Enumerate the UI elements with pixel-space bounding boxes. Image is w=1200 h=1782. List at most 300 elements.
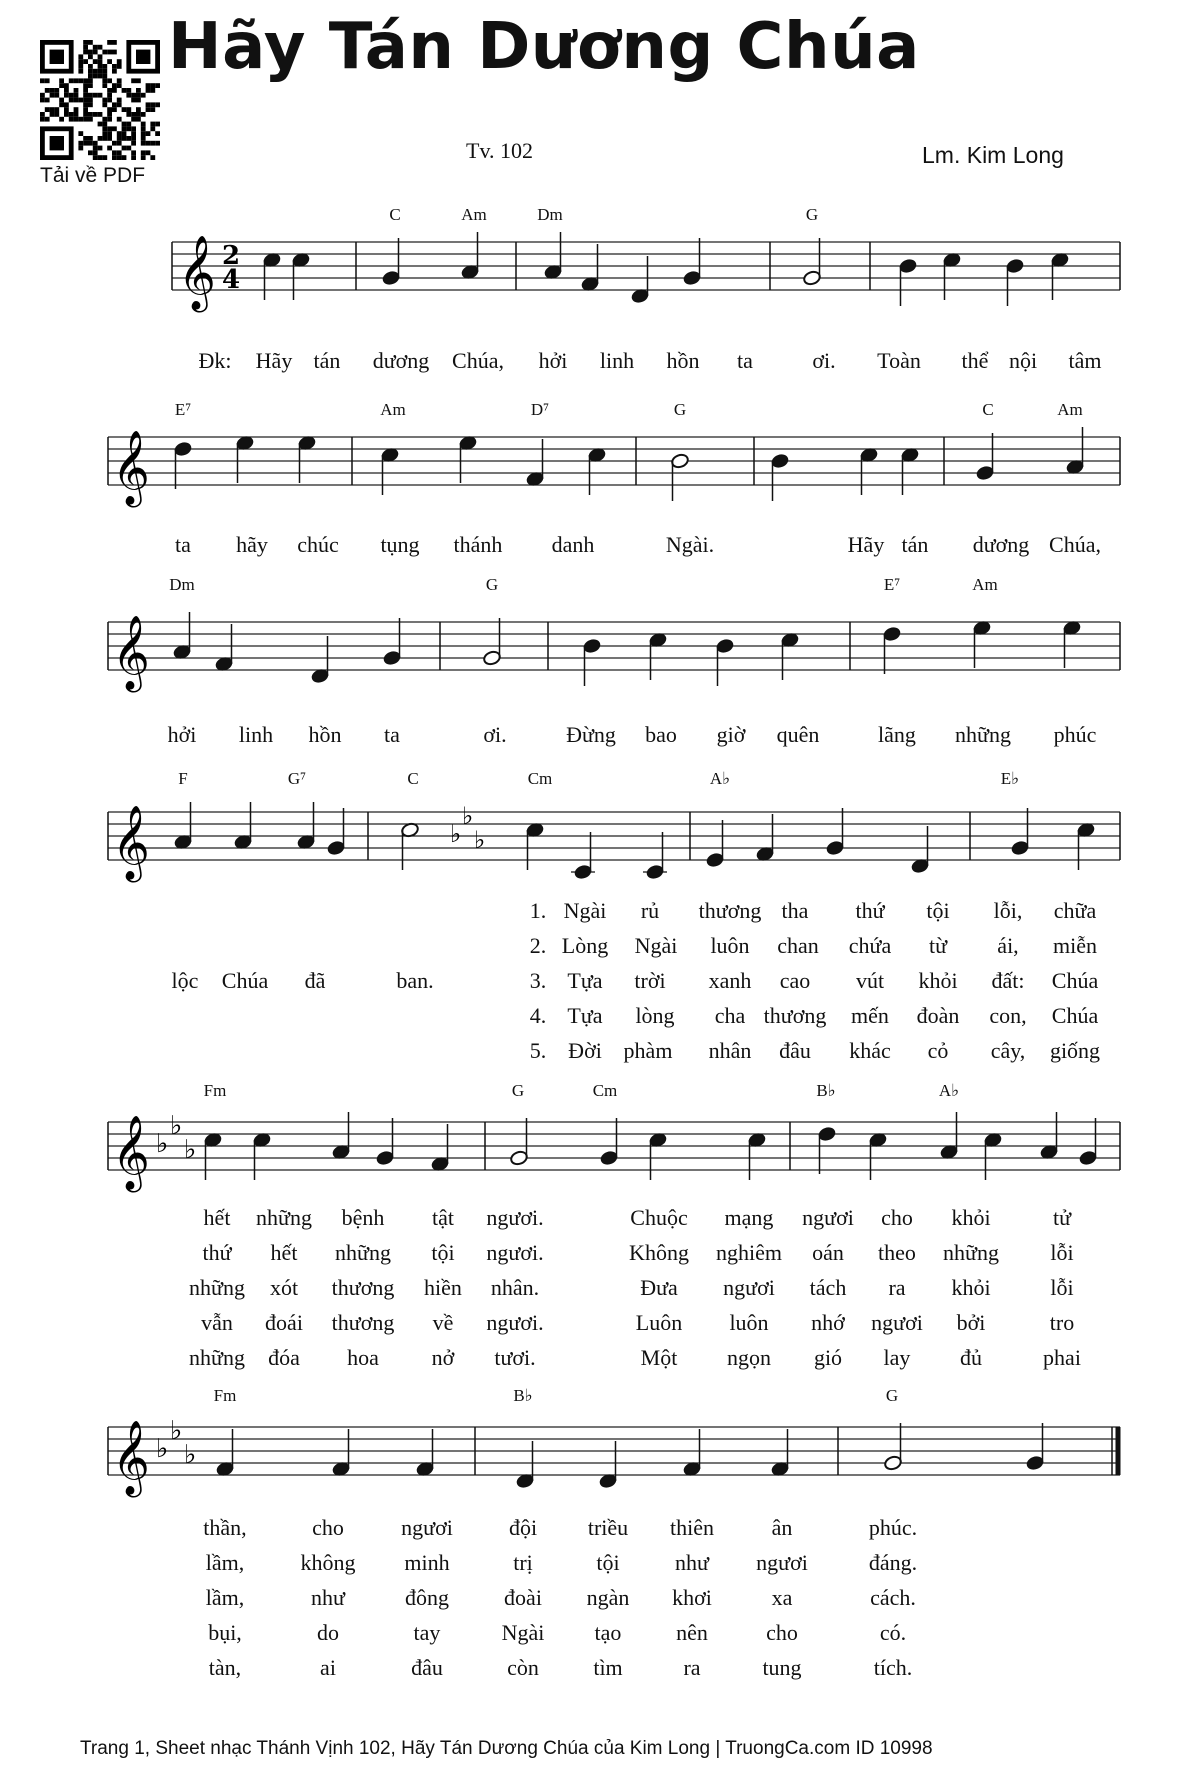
lyric-syllable: ban. xyxy=(396,968,434,993)
note xyxy=(705,820,724,868)
time-signature-top: 2 xyxy=(222,241,241,271)
song-title: Hãy Tán Dương Chúa xyxy=(168,10,920,84)
lyric-syllable: lỗi, xyxy=(993,898,1023,923)
lyric-syllable: miễn xyxy=(1053,933,1097,958)
chord-symbol: D⁷ xyxy=(530,400,550,419)
chord-symbol: Cm xyxy=(527,769,553,788)
note xyxy=(670,453,689,501)
note xyxy=(296,802,315,850)
lyric-syllable: thương xyxy=(331,1310,395,1335)
music-system-2 xyxy=(0,395,1200,535)
lyric-syllable: thứ xyxy=(855,898,885,923)
lyric-syllable: còn xyxy=(507,1655,539,1680)
lyric-syllable: ngươi. xyxy=(486,1240,544,1265)
lyric-syllable: Chúa, xyxy=(1049,532,1101,557)
lyric-syllable: Chúa, xyxy=(452,348,504,373)
note xyxy=(580,244,599,292)
note xyxy=(780,632,799,680)
lyric-syllable: ta xyxy=(384,722,400,747)
svg-text:𝄞: 𝄞 xyxy=(112,431,150,505)
flat-icon: ♭ xyxy=(462,802,474,830)
lyric-syllable: ngươi xyxy=(401,1515,453,1540)
lyric-syllable: nở xyxy=(431,1345,455,1370)
chord-symbol: Dm xyxy=(169,575,195,594)
lyric-syllable: trị xyxy=(513,1550,533,1575)
lyric-syllable: đâu xyxy=(411,1655,443,1680)
chord-symbol: Dm xyxy=(537,205,563,224)
lyric-syllable: dương xyxy=(972,532,1030,557)
note xyxy=(515,1441,534,1489)
lyric-syllable: vút xyxy=(855,968,885,993)
music-system-5 xyxy=(0,1080,1200,1220)
lyric-syllable: bao xyxy=(645,722,677,747)
note xyxy=(1025,1423,1044,1471)
note xyxy=(458,435,477,483)
svg-text:𝄞: 𝄞 xyxy=(112,806,150,880)
lyric-syllable: bụi, xyxy=(208,1620,242,1645)
lyric-syllable: thiên xyxy=(670,1515,714,1540)
lyric-syllable: ngọn xyxy=(727,1345,771,1370)
lyric-syllable: như xyxy=(311,1585,345,1610)
music-system-1 xyxy=(0,200,1200,340)
note xyxy=(1076,822,1095,870)
lyric-syllable: danh xyxy=(551,532,595,557)
lyric-syllable: Hãy xyxy=(847,532,885,557)
lyric-syllable: cách. xyxy=(870,1585,916,1610)
lyric-syllable: Ngài xyxy=(563,898,607,923)
treble-clef-icon xyxy=(112,429,150,508)
chord-symbol: Fm xyxy=(213,1386,237,1405)
lyric-syllable: Ngài xyxy=(501,1620,545,1645)
lyric-syllable: đội xyxy=(508,1515,538,1540)
chord-symbol: Am xyxy=(461,205,487,224)
chord-symbol: Am xyxy=(1057,400,1083,419)
lyric-syllable: luôn xyxy=(729,1310,769,1335)
lyric-syllable: bệnh xyxy=(341,1205,385,1230)
lyric-syllable: chúc xyxy=(297,532,339,557)
note xyxy=(173,441,192,489)
lyric-syllable: triều xyxy=(587,1515,629,1540)
note xyxy=(598,1441,617,1489)
lyric-syllable: Toàn xyxy=(877,348,921,373)
note xyxy=(381,238,400,286)
note xyxy=(380,447,399,495)
note xyxy=(375,1118,394,1166)
lyric-syllable: tung xyxy=(762,1655,802,1680)
lyric-syllable: Luôn xyxy=(635,1310,683,1335)
chord-symbol: C xyxy=(407,769,419,788)
lyric-syllable: đoài xyxy=(504,1585,542,1610)
lyric-syllable: luôn xyxy=(710,933,750,958)
lyric-syllable: mến xyxy=(851,1003,889,1028)
lyric-syllable: khơi xyxy=(672,1585,712,1610)
note xyxy=(214,624,233,672)
lyric-syllable: trời xyxy=(634,968,666,993)
chord-symbol: C xyxy=(982,400,994,419)
note xyxy=(400,822,419,870)
lyric-syllable: nhân. xyxy=(490,1275,540,1300)
lyric-syllable: thứ xyxy=(202,1240,232,1265)
lyric-syllable: cỏ xyxy=(927,1038,949,1063)
treble-clef-icon xyxy=(112,804,150,883)
lyric-syllable: tán xyxy=(901,532,929,557)
lyric-syllable: lỗi xyxy=(1050,1275,1074,1300)
lyric-syllable: Đk: xyxy=(198,348,232,373)
lyric-syllable: xót xyxy=(269,1275,299,1300)
lyric-syllable: Tựa xyxy=(567,1003,603,1028)
lyric-syllable: hiền xyxy=(424,1275,462,1300)
lyric-syllable: có. xyxy=(879,1620,907,1645)
note xyxy=(715,638,734,686)
note xyxy=(817,1126,836,1174)
flat-icon: ♭ xyxy=(156,1434,169,1464)
footer-caption: Trang 1, Sheet nhạc Thánh Vịnh 102, Hãy Tán Dương Chúa của Kim Long | TruongCa.com ID 10998 xyxy=(80,1738,933,1759)
time-signature-bottom: 4 xyxy=(222,265,241,295)
lyric-syllable: ái, xyxy=(997,933,1019,958)
lyric-syllable: những xyxy=(955,722,1011,747)
lyric-syllable: cho xyxy=(881,1205,913,1230)
note xyxy=(648,632,667,680)
flat-icon: ♭ xyxy=(170,1111,183,1141)
chord-symbol: G xyxy=(511,1081,525,1100)
lyric-syllable: hoa xyxy=(347,1345,379,1370)
lyric-syllable: những xyxy=(256,1205,312,1230)
lyric-syllable: tụng xyxy=(380,532,420,557)
lyric-syllable: Chuộc xyxy=(630,1205,688,1230)
lyric-syllable: đất: xyxy=(991,968,1025,993)
lyric-syllable: ngươi xyxy=(871,1310,923,1335)
lyric-syllable: minh xyxy=(404,1550,450,1575)
lyric-syllable: tâm xyxy=(1068,348,1102,373)
lyric-syllable: đáng. xyxy=(868,1550,918,1575)
composer: Lm. Kim Long xyxy=(922,142,1064,168)
flat-icon: ♭ xyxy=(184,1440,197,1470)
lyric-syllable: ngươi xyxy=(723,1275,775,1300)
lyric-syllable: đoái xyxy=(265,1310,303,1335)
note xyxy=(1010,808,1029,856)
svg-text:𝄞: 𝄞 xyxy=(178,236,216,310)
lyric-syllable: tìm xyxy=(593,1655,623,1680)
note xyxy=(1005,258,1024,306)
lyric-syllable: 4. xyxy=(529,1003,547,1028)
note xyxy=(233,802,252,850)
lyric-syllable: xa xyxy=(771,1585,793,1610)
lyric-syllable: hết xyxy=(203,1205,231,1230)
lyric-syllable: lộc xyxy=(171,968,199,993)
chord-symbol: G xyxy=(673,400,687,419)
lyric-syllable: khỏi xyxy=(951,1275,991,1300)
lyric-syllable: giờ xyxy=(716,722,746,747)
note xyxy=(415,1429,434,1477)
chord-symbol: B♭ xyxy=(513,1386,533,1405)
lyric-syllable: như xyxy=(675,1550,709,1575)
treble-clef-icon xyxy=(178,234,216,313)
lyric-syllable: Ngài. xyxy=(665,532,715,557)
note xyxy=(382,618,401,666)
lyric-syllable: Tựa xyxy=(567,968,603,993)
note xyxy=(525,439,544,487)
lyric-syllable: Đời xyxy=(568,1038,602,1063)
note xyxy=(1062,620,1081,668)
lyric-syllable: chứa xyxy=(848,933,892,958)
lyric-syllable: 1. xyxy=(529,898,547,923)
lyric-syllable: khác xyxy=(849,1038,891,1063)
note xyxy=(825,808,844,856)
lyric-syllable: khỏi xyxy=(918,968,958,993)
flat-icon: ♭ xyxy=(450,820,462,848)
lyric-syllable: đã xyxy=(304,968,326,993)
lyric-syllable: dương xyxy=(372,348,430,373)
lyric-syllable: ra xyxy=(888,1275,906,1300)
lyric-syllable: nên xyxy=(676,1620,708,1645)
lyric-syllable: thần, xyxy=(203,1515,247,1540)
lyric-syllable: hởi xyxy=(538,348,568,373)
lyric-syllable: ngươi. xyxy=(486,1205,544,1230)
download-pdf-label[interactable]: Tải về PDF xyxy=(40,164,146,187)
chord-symbol: F xyxy=(178,769,188,788)
note xyxy=(1065,427,1084,475)
lyric-syllable: Đừng xyxy=(566,722,616,747)
lyric-syllable: theo xyxy=(878,1240,916,1265)
lyric-syllable: tật xyxy=(432,1205,454,1230)
lyric-syllable: đóa xyxy=(268,1345,300,1370)
lyric-syllable: lay xyxy=(883,1345,911,1370)
lyric-syllable: cây, xyxy=(990,1038,1026,1063)
lyric-syllable: tội xyxy=(926,898,950,923)
lyric-syllable: hồn xyxy=(308,722,342,747)
lyric-syllable: tha xyxy=(781,898,809,923)
lyric-syllable: tay xyxy=(413,1620,441,1645)
note xyxy=(310,636,329,684)
lyric-syllable: chan xyxy=(777,933,819,958)
note xyxy=(859,447,878,495)
lyric-syllable: Ngài xyxy=(634,933,678,958)
note xyxy=(525,822,544,870)
lyric-syllable: rủ xyxy=(640,898,660,923)
note xyxy=(802,238,821,286)
lyric-syllable: phúc xyxy=(1053,722,1097,747)
lyric-syllable: tàn, xyxy=(208,1655,242,1680)
flat-icon: ♭ xyxy=(184,1135,197,1165)
lyric-syllable: từ xyxy=(928,933,948,958)
note xyxy=(1050,252,1069,300)
lyric-syllable: thể xyxy=(961,348,989,373)
svg-text:𝄞: 𝄞 xyxy=(112,1116,150,1190)
chord-symbol: G xyxy=(485,575,499,594)
lyric-syllable: linh xyxy=(238,722,274,747)
lyric-syllable: nhớ xyxy=(811,1310,845,1335)
lyric-syllable: khỏi xyxy=(951,1205,991,1230)
flat-icon: ♭ xyxy=(170,1416,183,1446)
lyric-syllable: thương xyxy=(763,1003,827,1028)
chord-symbol: G xyxy=(885,1386,899,1405)
lyric-syllable: những xyxy=(189,1275,245,1300)
lyric-syllable: Chúa xyxy=(1051,1003,1099,1028)
chord-symbol: C xyxy=(389,205,401,224)
music-system-6 xyxy=(0,1385,1200,1525)
note xyxy=(910,826,929,874)
note xyxy=(203,1132,222,1180)
lyric-syllable: hãy xyxy=(236,532,268,557)
note xyxy=(643,832,667,880)
lyric-syllable: ngươi. xyxy=(486,1310,544,1335)
lyric-syllable: lòng xyxy=(635,1003,675,1028)
treble-clef-icon xyxy=(112,1419,150,1498)
lyric-syllable: tội xyxy=(431,1240,455,1265)
lyric-syllable: Lòng xyxy=(561,933,609,958)
flat-icon: ♭ xyxy=(156,1129,169,1159)
lyric-syllable: phúc. xyxy=(868,1515,918,1540)
lyric-syllable: Chúa xyxy=(221,968,269,993)
note xyxy=(939,1112,958,1160)
qr-code[interactable] xyxy=(40,40,160,160)
lyric-syllable: nội xyxy=(1008,348,1038,373)
lyric-syllable: ta xyxy=(175,532,191,557)
lyric-syllable: đủ xyxy=(960,1345,982,1370)
note xyxy=(543,232,562,280)
lyric-syllable: bởi xyxy=(956,1310,986,1335)
lyric-syllable: những xyxy=(189,1345,245,1370)
note xyxy=(297,435,316,483)
note xyxy=(235,435,254,483)
lyric-syllable: Không xyxy=(629,1240,689,1265)
note xyxy=(326,808,345,856)
lyric-syllable: tử xyxy=(1052,1205,1072,1230)
lyric-syllable: những xyxy=(943,1240,999,1265)
lyric-syllable: Chúa xyxy=(1051,968,1099,993)
lyric-syllable: oán xyxy=(812,1240,844,1265)
note xyxy=(331,1112,350,1160)
lyric-syllable: ngàn xyxy=(586,1585,630,1610)
note xyxy=(975,433,994,481)
lyric-syllable: phai xyxy=(1043,1345,1081,1370)
note xyxy=(972,620,991,668)
lyric-syllable: hởi xyxy=(167,722,197,747)
lyric-syllable: hết xyxy=(270,1240,298,1265)
note xyxy=(599,1118,618,1166)
lyric-syllable: thương xyxy=(698,898,762,923)
note xyxy=(755,814,774,862)
lyric-syllable: tươi. xyxy=(494,1345,536,1370)
lyric-syllable: Đưa xyxy=(640,1275,678,1300)
note xyxy=(770,453,789,501)
svg-text:𝄞: 𝄞 xyxy=(112,1421,150,1495)
lyric-syllable: lầm, xyxy=(205,1550,245,1575)
note xyxy=(291,252,310,300)
lyric-syllable: tội xyxy=(596,1550,620,1575)
chord-symbol: A♭ xyxy=(709,769,731,788)
lyric-syllable: hồn xyxy=(666,348,700,373)
lyric-syllable: cho xyxy=(766,1620,798,1645)
note xyxy=(770,1429,789,1477)
note xyxy=(172,612,191,660)
lyric-syllable: tro xyxy=(1049,1310,1075,1335)
lyric-syllable: 2. xyxy=(529,933,547,958)
note xyxy=(331,1429,350,1477)
lyric-syllable: gió xyxy=(813,1345,843,1370)
music-system-4 xyxy=(0,770,1200,910)
lyric-syllable: ân xyxy=(771,1515,793,1540)
lyric-syllable: cao xyxy=(779,968,811,993)
lyric-syllable: mạng xyxy=(724,1205,774,1230)
svg-text:𝄞: 𝄞 xyxy=(112,616,150,690)
chord-symbol: Cm xyxy=(592,1081,618,1100)
lyric-syllable: ơi. xyxy=(812,348,836,373)
note xyxy=(509,1118,528,1166)
lyric-syllable: đâu xyxy=(779,1038,811,1063)
lyric-syllable: về xyxy=(432,1310,454,1335)
note xyxy=(1078,1118,1097,1166)
note xyxy=(482,618,501,666)
lyric-syllable: Hãy xyxy=(255,348,293,373)
note xyxy=(747,1132,766,1180)
lyric-syllable: thánh xyxy=(453,532,503,557)
treble-clef-icon xyxy=(112,1114,150,1193)
lyric-syllable: ai xyxy=(320,1655,336,1680)
lyric-syllable: quên xyxy=(776,722,820,747)
lyric-syllable: những xyxy=(335,1240,391,1265)
note xyxy=(587,447,606,495)
note xyxy=(582,638,601,686)
music-system-3 xyxy=(0,575,1200,720)
note xyxy=(1039,1112,1058,1160)
note xyxy=(252,1132,271,1180)
note xyxy=(898,258,917,306)
lyric-syllable: tích. xyxy=(873,1655,913,1680)
note xyxy=(682,238,701,286)
note xyxy=(430,1124,449,1172)
note xyxy=(900,447,919,495)
note xyxy=(882,626,901,674)
note xyxy=(215,1429,234,1477)
lyric-syllable: thương xyxy=(331,1275,395,1300)
lyric-syllable: tách xyxy=(809,1275,847,1300)
lyric-syllable: Một xyxy=(640,1345,678,1370)
lyric-syllable: cha xyxy=(714,1003,746,1028)
chord-symbol: Am xyxy=(972,575,998,594)
lyric-syllable: nghiêm xyxy=(716,1240,782,1265)
lyric-syllable: giống xyxy=(1049,1038,1101,1063)
lyric-syllable: không xyxy=(300,1550,356,1575)
chord-symbol: E⁷ xyxy=(883,575,901,594)
note xyxy=(868,1132,887,1180)
psalm-reference: Tv. 102 xyxy=(466,138,534,163)
lyric-syllable: đoàn xyxy=(916,1003,960,1028)
lyric-syllable: lỗi xyxy=(1050,1240,1074,1265)
lyric-syllable: ta xyxy=(737,348,753,373)
chord-symbol: G⁷ xyxy=(287,769,307,788)
chord-symbol: G xyxy=(805,205,819,224)
lyric-syllable: tạo xyxy=(594,1620,622,1645)
note xyxy=(942,252,961,300)
lyric-syllable: xanh xyxy=(708,968,752,993)
chord-symbol: E♭ xyxy=(1000,769,1020,788)
treble-clef-icon xyxy=(112,614,150,693)
lyric-syllable: nhân xyxy=(708,1038,752,1063)
note xyxy=(571,832,595,880)
note xyxy=(883,1423,902,1471)
note xyxy=(262,252,281,300)
lyric-syllable: ngươi xyxy=(802,1205,854,1230)
note xyxy=(983,1132,1002,1180)
chord-symbol: E⁷ xyxy=(174,400,192,419)
chord-symbol: A♭ xyxy=(938,1081,960,1100)
lyric-syllable: tán xyxy=(313,348,341,373)
lyric-syllable: ngươi xyxy=(756,1550,808,1575)
lyric-syllable: chữa xyxy=(1053,898,1097,923)
lyric-syllable: đông xyxy=(405,1585,449,1610)
flat-icon: ♭ xyxy=(474,826,486,854)
